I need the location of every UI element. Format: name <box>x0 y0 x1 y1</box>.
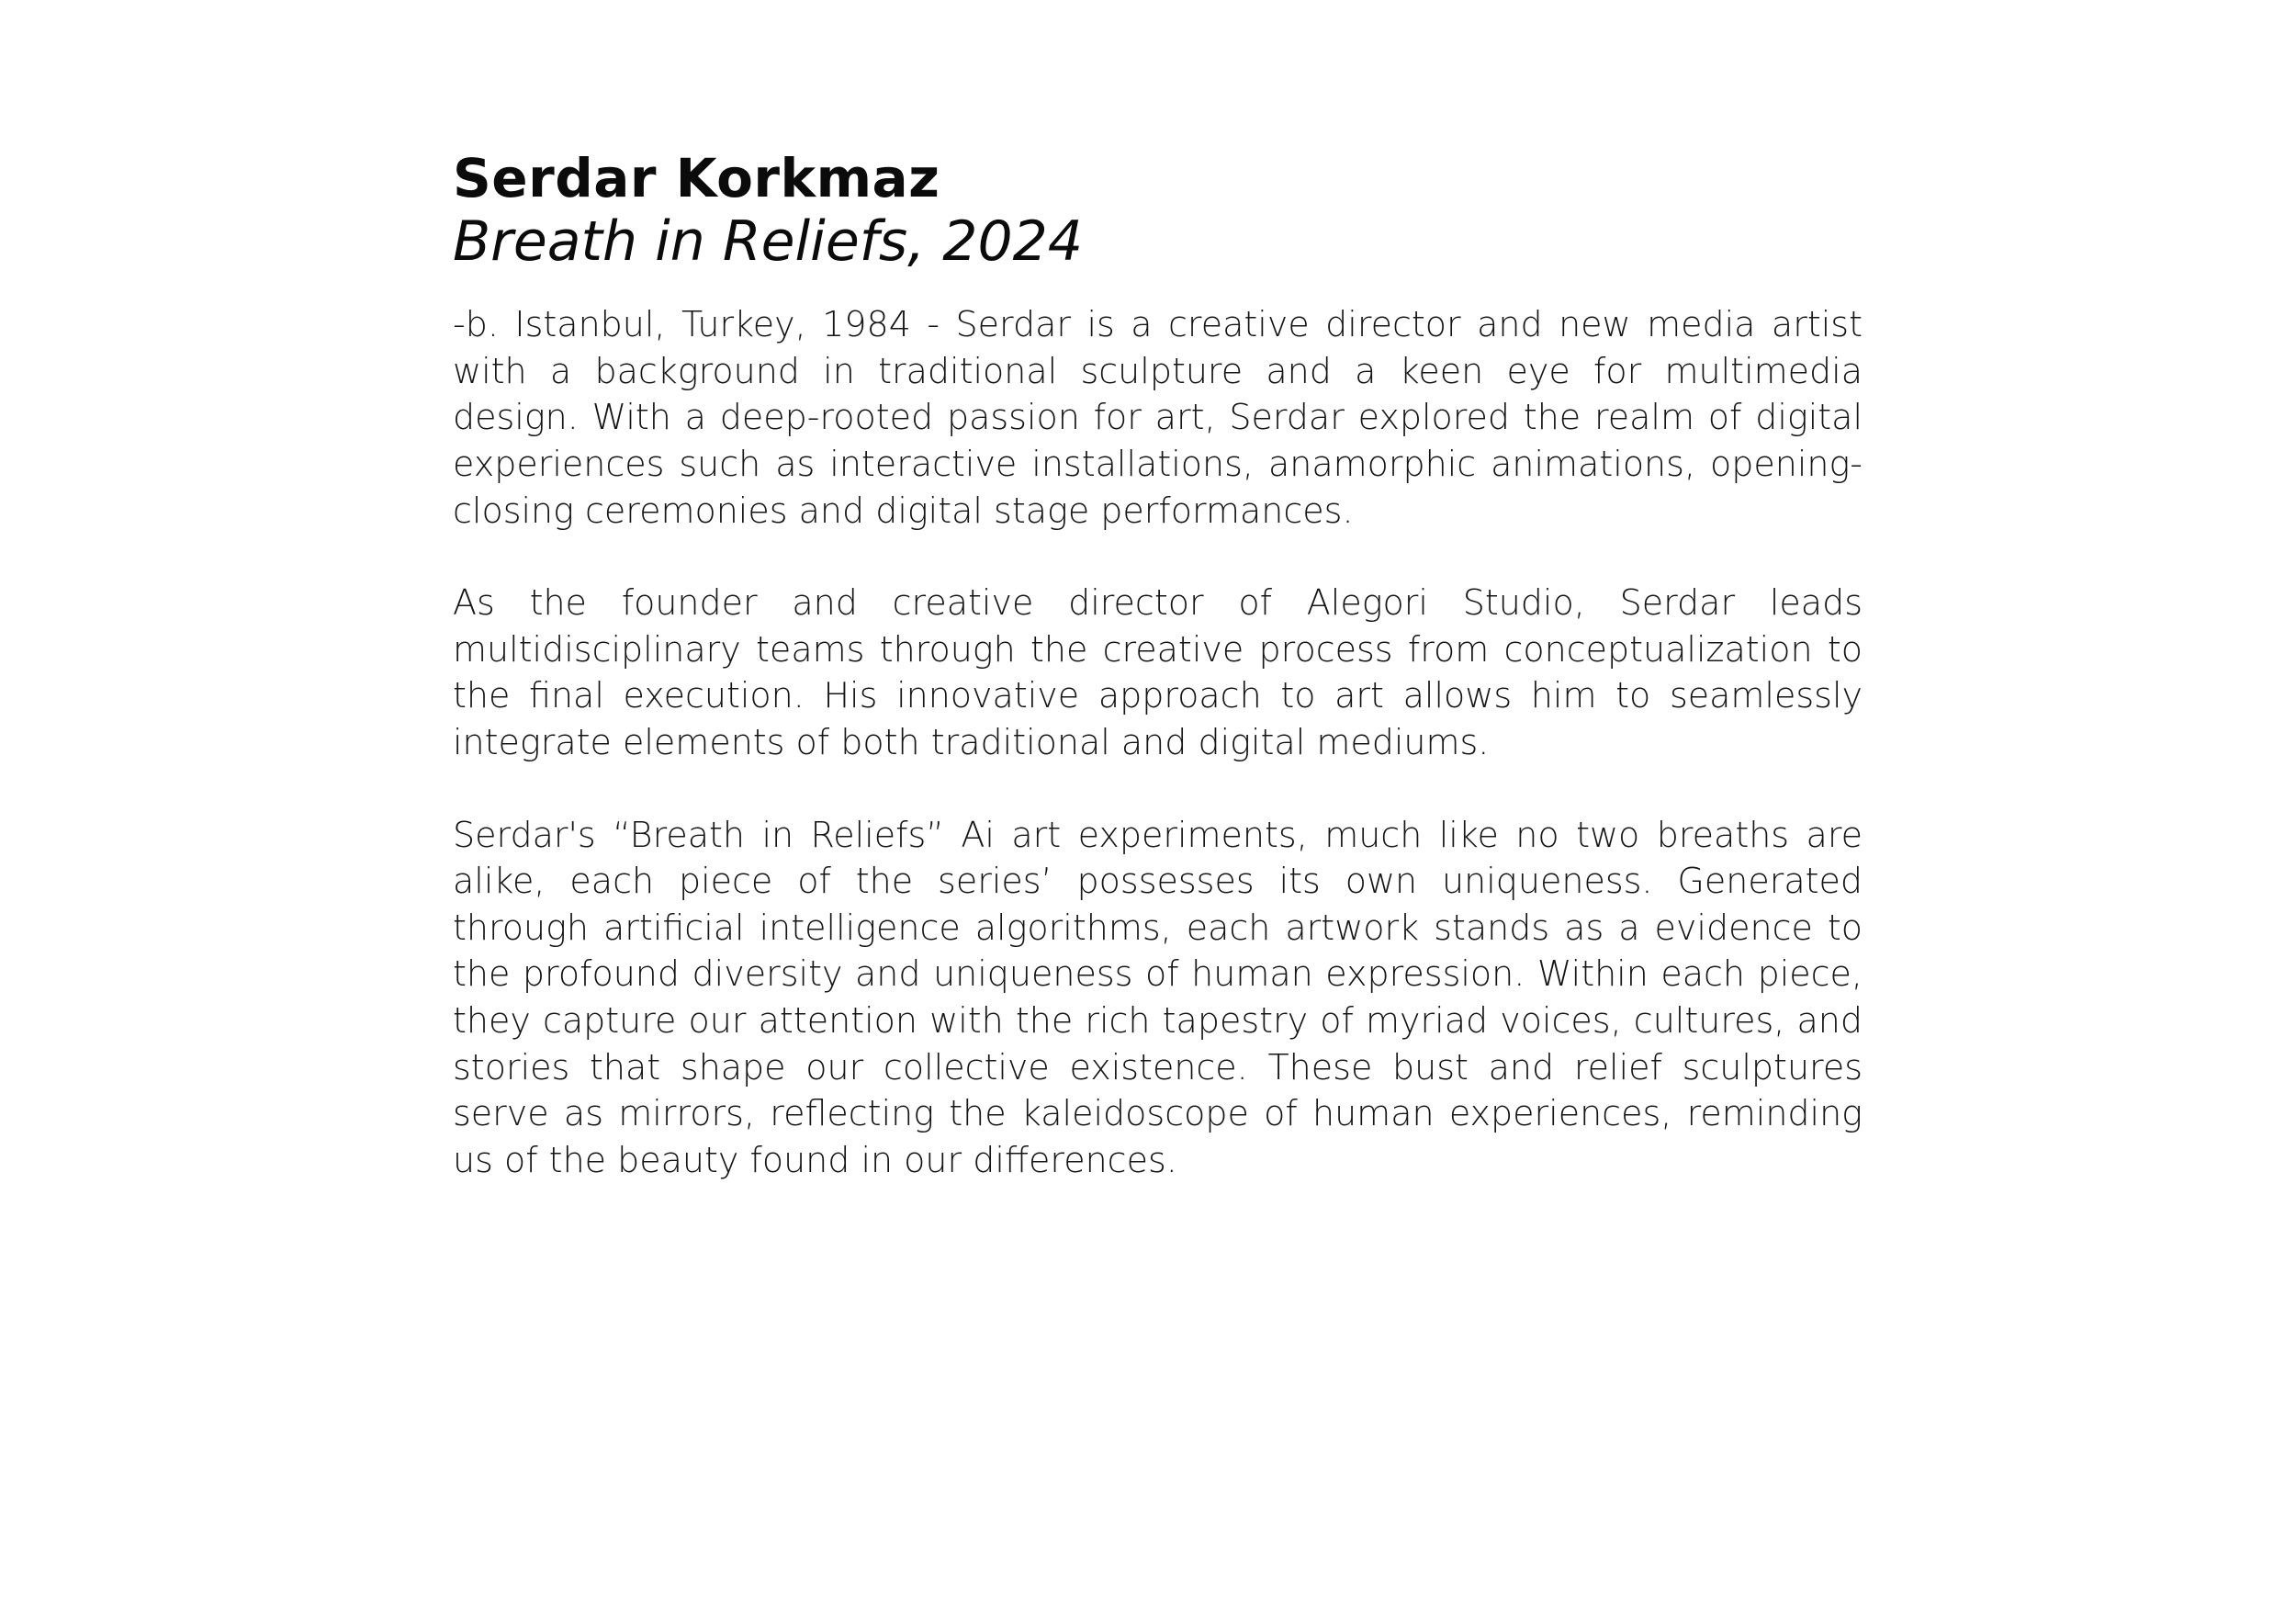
series-paragraph: Serdar's “Breath in Reliefs” Ai art experiments, much like no two breaths are alike, each piece of the series’ possesses its own uniqueness. Generated through artificial intelligence algorithms, each artwork stands as a evidence to the profound diversity and uniqueness of human expression. Within each piece, they capture our attention with the rich tapestry of myriad voices, cultures, and stories that shape our collective existence. These bust and relief sculptures serve as mirrors, reflecting the kaleidoscope of human experiences, reminding us of the beauty found in our differences. <box>453 814 1863 1180</box>
artist-statement <box>453 147 1863 1183</box>
artist-name: Serdar Korkmaz <box>453 147 940 209</box>
work-title: Breath in Reliefs, 2024 <box>453 209 1083 275</box>
studio-paragraph: As the founder and creative director of Alegori Studio, Serdar leads multidisciplinary teams through the creative process from conceptualization to the final execution. His innovative approach to art allows him to seamlessly integrate elements of both traditional and digital mediums. <box>453 582 1863 762</box>
bio-paragraph: -b. Istanbul, Turkey, 1984 - Serdar is a creative director and new media artist with a background in traditional sculpture and a keen eye for multimedia design. With a deep-rooted passion for art, Serdar explored the realm of digital experiences such as interactive installations, anamorphic animations, opening-closing ceremonies and digital stage performances. <box>453 304 1863 531</box>
